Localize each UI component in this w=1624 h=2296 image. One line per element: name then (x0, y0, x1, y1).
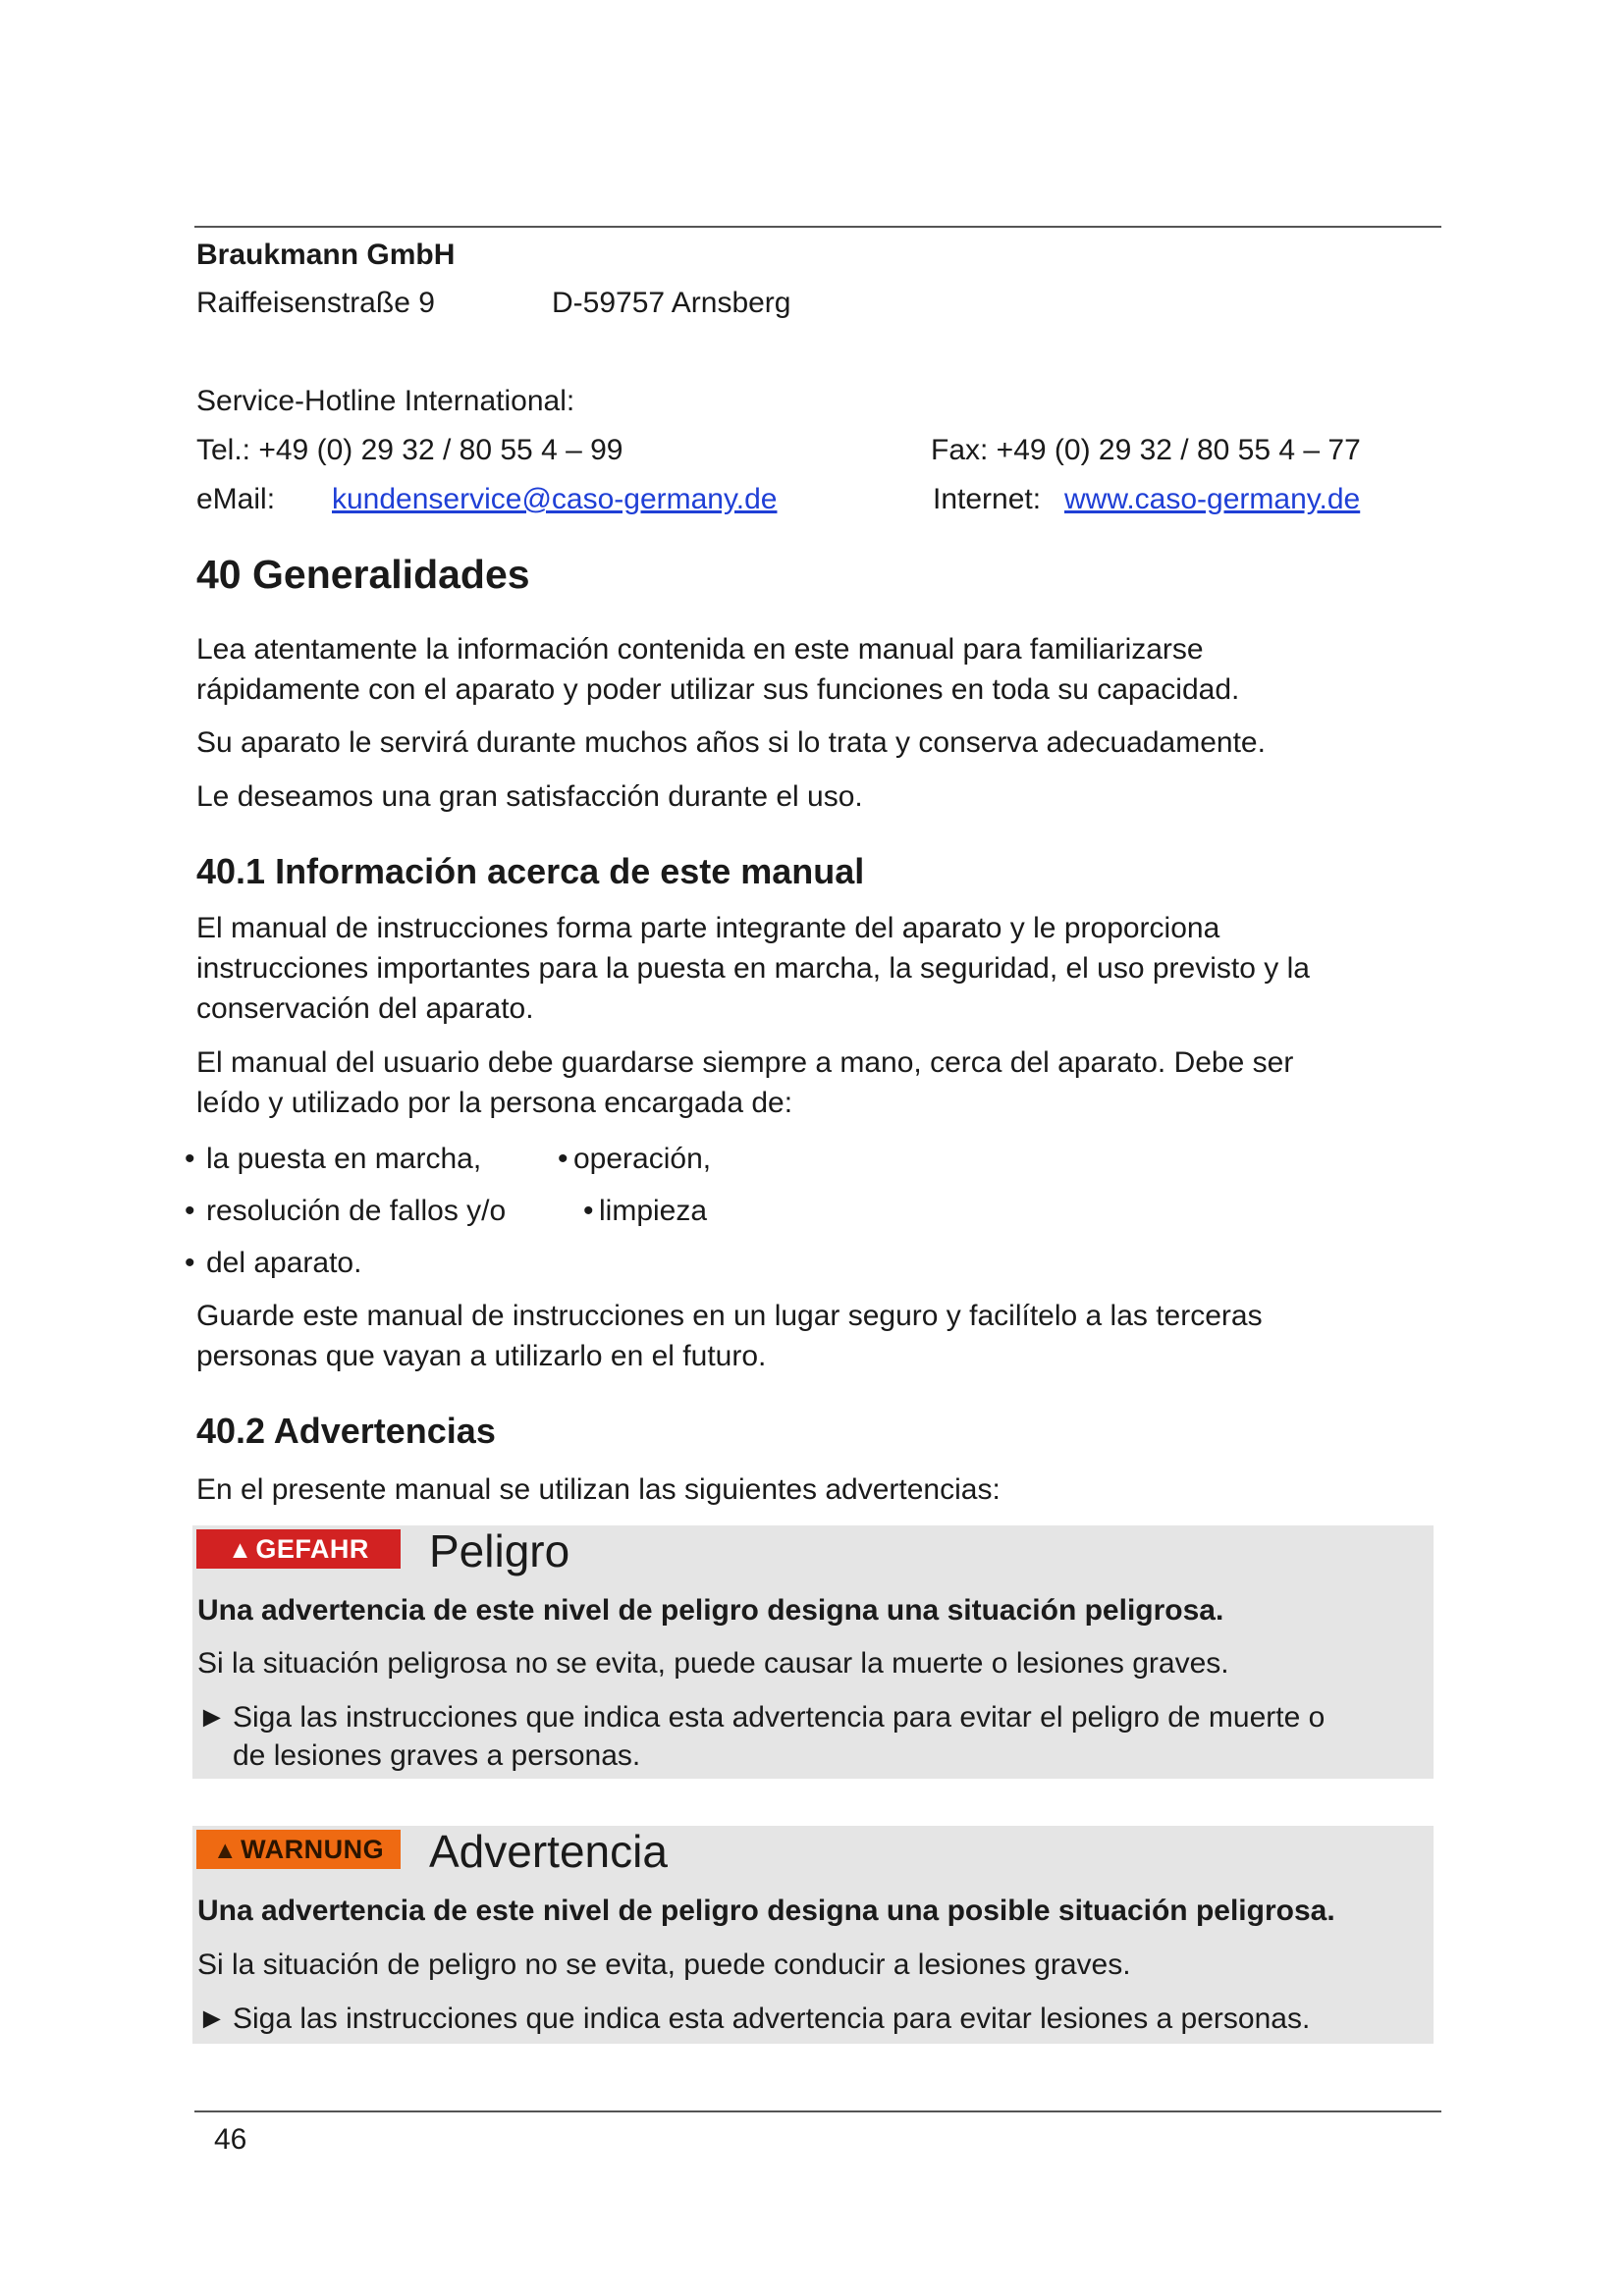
warning-badge-label: WARNUNG (241, 1835, 385, 1864)
street-address: Raiffeisenstraße 9 (196, 287, 435, 319)
bullet-item (185, 1243, 361, 1283)
warning-badge (196, 1830, 401, 1869)
section40-paragraph-3: Le deseamos una gran satisfacción durante el uso. (196, 780, 863, 813)
bullet-text: resolución de fallos y/o (206, 1195, 507, 1227)
company-name: Braukmann GmbH (196, 239, 456, 271)
warning-box (192, 1826, 1434, 2044)
section40-1-paragraph-3 (196, 1296, 1263, 1376)
warning-action (197, 1999, 1310, 2039)
danger-title: Peligro (429, 1525, 570, 1576)
text-line: rápidamente con el aparato y poder utilizar sus funciones en toda su capacidad. (196, 673, 1240, 706)
internet-label: Internet: (933, 483, 1042, 515)
section-title-advertencias: 40.2 Advertencias (196, 1411, 496, 1451)
city-address: D-59757 Arnsberg (552, 287, 791, 319)
warning-action-line-1: Siga las instrucciones que indica esta advertencia para evitar lesiones a personas. (233, 2002, 1311, 2035)
danger-action (197, 1697, 1325, 1737)
bullet-text: limpieza (599, 1195, 708, 1227)
bullet-text: del aparato. (206, 1247, 362, 1279)
danger-text: Si la situación peligrosa no se evita, puede causar la muerte o lesiones graves. (197, 1647, 1229, 1680)
text-line: El manual de instrucciones forma parte integrante del aparato y le proporciona (196, 912, 1220, 944)
email-label: eMail: (196, 483, 276, 515)
bullet-item (185, 1191, 506, 1231)
bottom-rule (194, 2110, 1441, 2112)
danger-badge-label: GEFAHR (255, 1534, 369, 1564)
text-line: El manual del usuario debe guardarse siempre a mano, cerca del aparato. Debe ser (196, 1046, 1294, 1079)
fax-number: Fax: +49 (0) 29 32 / 80 55 4 – 77 (931, 434, 1361, 466)
bullet-icon: • (558, 1143, 568, 1175)
bullet-item (583, 1191, 707, 1231)
hotline-label: Service-Hotline International: (196, 385, 575, 417)
bullet-item (185, 1139, 481, 1179)
section40-paragraph-2: Su aparato le servirá durante muchos años si lo trata y conserva adecuadamente. (196, 726, 1266, 759)
text-line: conservación del aparato. (196, 992, 534, 1025)
top-rule (194, 226, 1441, 228)
tel-number: Tel.: +49 (0) 29 32 / 80 55 4 – 99 (196, 434, 623, 466)
section40-2-intro: En el presente manual se utilizan las siguientes advertencias: (196, 1473, 1001, 1506)
bullet-text: operación, (573, 1143, 712, 1175)
text-line: leído y utilizado por la persona encargada de: (196, 1087, 793, 1119)
section40-1-paragraph-1 (196, 908, 1310, 1029)
section40-paragraph-1 (196, 629, 1239, 710)
warning-title: Advertencia (429, 1826, 668, 1877)
section40-1-paragraph-2 (196, 1042, 1293, 1123)
bullet-item (558, 1139, 711, 1179)
warning-triangle-icon: ▲ (228, 1536, 253, 1564)
warning-triangle-icon: ▲ (212, 1837, 239, 1864)
email-link[interactable]: kundenservice@caso-germany.de (332, 483, 778, 515)
section-title-generalidades: 40 Generalidades (196, 552, 530, 597)
text-line: Guarde este manual de instrucciones en un lugar seguro y facilítelo a las terceras (196, 1300, 1263, 1332)
bullet-icon: • (583, 1195, 594, 1227)
danger-action-line-2: de lesiones graves a personas. (233, 1739, 641, 1772)
danger-action-line-1: Siga las instrucciones que indica esta advertencia para evitar el peligro de muerte o (233, 1701, 1326, 1734)
bullet-icon: • (185, 1143, 195, 1175)
danger-badge (196, 1529, 401, 1569)
text-line: personas que vayan a utilizarlo en el futuro. (196, 1340, 767, 1372)
warning-bold-text: Una advertencia de este nivel de peligro designa una posible situación peligrosa. (197, 1895, 1335, 1927)
bullet-icon: • (185, 1247, 195, 1279)
bullet-icon: • (185, 1195, 195, 1227)
text-line: instrucciones importantes para la puesta en marcha, la seguridad, el uso previsto y la (196, 952, 1310, 985)
bullet-text: la puesta en marcha, (206, 1143, 482, 1175)
warning-text: Si la situación de peligro no se evita, puede conducir a lesiones graves. (197, 1949, 1131, 1981)
internet-link[interactable]: www.caso-germany.de (1064, 483, 1361, 515)
danger-bold-text: Una advertencia de este nivel de peligro designa una situación peligrosa. (197, 1594, 1224, 1627)
text-line: Lea atentamente la información contenida en este manual para familiarizarse (196, 633, 1204, 666)
section-title-informacion-manual: 40.1 Información acerca de este manual (196, 851, 865, 891)
right-pointer-icon: ► (197, 1701, 227, 1734)
right-pointer-icon: ► (197, 2002, 227, 2035)
danger-box (192, 1525, 1434, 1779)
page-number: 46 (214, 2123, 247, 2156)
